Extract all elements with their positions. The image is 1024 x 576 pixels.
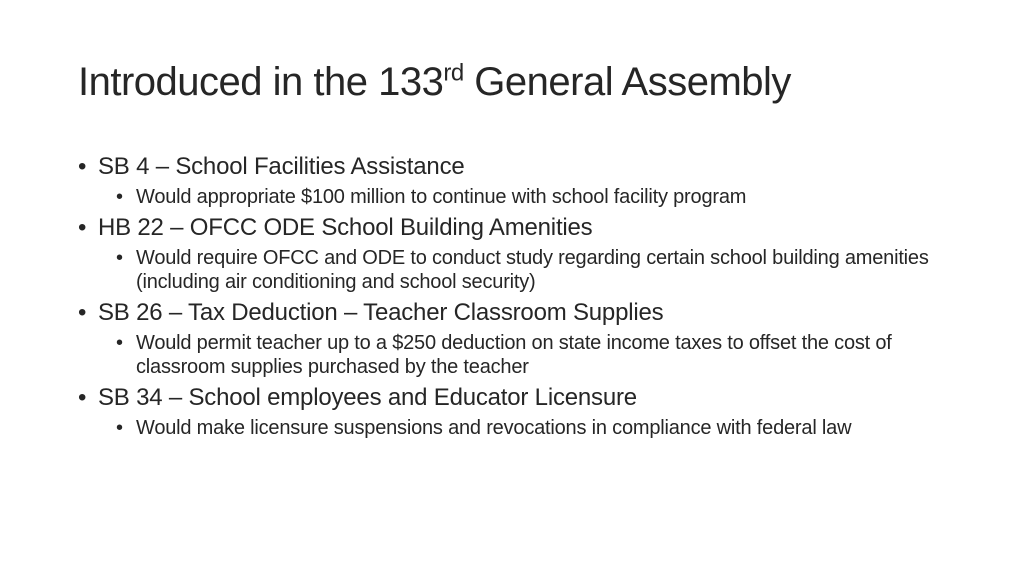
bill-detail-text: Would appropriate $100 million to continue with school facility program (136, 186, 747, 208)
bill-heading (78, 383, 958, 413)
slide-title-rest: General Assembly (463, 60, 791, 104)
bill-detail (116, 416, 958, 440)
bill-heading (78, 213, 958, 243)
bullet-icon: • (78, 214, 87, 241)
bullet-icon: • (116, 186, 123, 208)
slide-title-main: Introduced in the 133 (78, 60, 444, 104)
bill-detail-text: Would permit teacher up to a $250 deduction on state income taxes to offset the cost of classroom supplies purchased by the teacher (136, 332, 892, 378)
bullet-list (78, 152, 958, 444)
bill-heading (78, 298, 958, 328)
bill-item-hb22 (78, 213, 958, 294)
bullet-icon: • (116, 417, 123, 439)
bill-detail (116, 246, 958, 294)
bill-item-sb26 (78, 298, 958, 379)
bullet-icon: • (78, 299, 87, 326)
bill-detail-text: Would require OFCC and ODE to conduct study regarding certain school building amenities (including air conditioning and school security) (136, 247, 929, 293)
bill-heading-text: SB 26 – Tax Deduction – Teacher Classroom Supplies (98, 299, 664, 326)
bill-item-sb4 (78, 152, 958, 209)
bullet-icon: • (116, 332, 123, 354)
slide-title-superscript: rd (443, 59, 464, 87)
bill-heading-text: HB 22 – OFCC ODE School Building Amenities (98, 214, 593, 241)
bullet-icon: • (78, 384, 87, 411)
slide-title (78, 58, 791, 106)
bill-detail (116, 185, 958, 209)
bullet-icon: • (116, 247, 123, 269)
bill-heading-text: SB 34 – School employees and Educator Licensure (98, 384, 637, 411)
bill-detail (116, 331, 958, 379)
bullet-icon: • (78, 153, 87, 180)
bill-heading (78, 152, 958, 182)
bill-item-sb34 (78, 383, 958, 440)
bill-heading-text: SB 4 – School Facilities Assistance (98, 153, 465, 180)
bill-detail-text: Would make licensure suspensions and revocations in compliance with federal law (136, 417, 852, 439)
